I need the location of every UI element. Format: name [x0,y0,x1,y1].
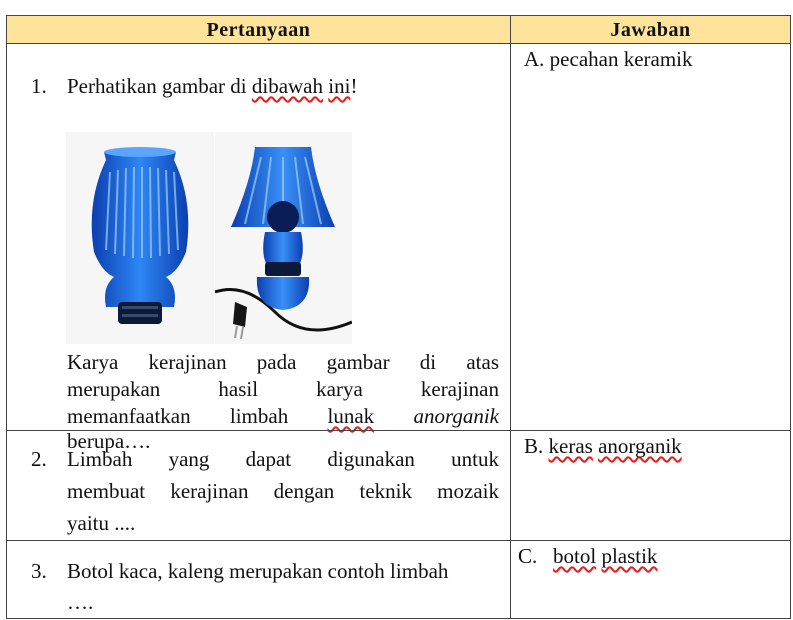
question-1-line-1: Karya kerajinan pada gambar di atas [67,350,499,374]
question-1-number: 1. [31,74,47,98]
question-2-cell [6,430,511,541]
answer-3-cell [510,540,791,619]
question-2-line-3: yaitu .... [67,511,136,535]
answer-2-cell [510,430,791,541]
question-1-cell [6,43,511,453]
lamp-shade-photo [66,132,214,344]
question-3-line-1: Botol kaca, kaleng merupakan contoh limbah [67,559,449,583]
question-1-line-4: berupa…. [67,429,151,453]
header-jawaban: Jawaban [510,15,791,44]
answer-b: B. keras anorganik [524,434,682,458]
answer-1-cell [510,43,791,431]
question-3-cell [6,540,511,619]
spellcheck-word: plastik [601,544,658,568]
question-2-number: 2. [31,447,47,471]
question-2-line-1: Limbah yang dapat digunakan untuk [67,447,499,471]
lamp-with-plug-photo [215,132,352,344]
question-1-line-2: merupakan hasil karya kerajinan [67,377,499,401]
spellcheck-word: anorganik [598,434,682,458]
spellcheck-word: lunak [327,404,375,428]
question-1-prompt: Perhatikan gambar di dibawah ini! [67,74,358,98]
spellcheck-word: ini [328,74,351,98]
spellcheck-word: dibawah [251,74,324,98]
question-2-line-2: membuat kerajinan dengan teknik mozaik [67,479,499,503]
question-3-number: 3. [31,559,47,583]
question-3-line-2: …. [67,590,94,614]
answer-a: A. pecahan keramik [524,47,693,71]
question-answer-table [6,15,791,619]
question-1-line-3: memanfaatkan limbah lunak anorganik [67,404,499,428]
spellcheck-word: botol [553,544,597,568]
answer-c: C. botol plastik [518,544,658,568]
spellcheck-word: keras [548,434,593,458]
header-pertanyaan: Pertanyaan [6,15,511,44]
